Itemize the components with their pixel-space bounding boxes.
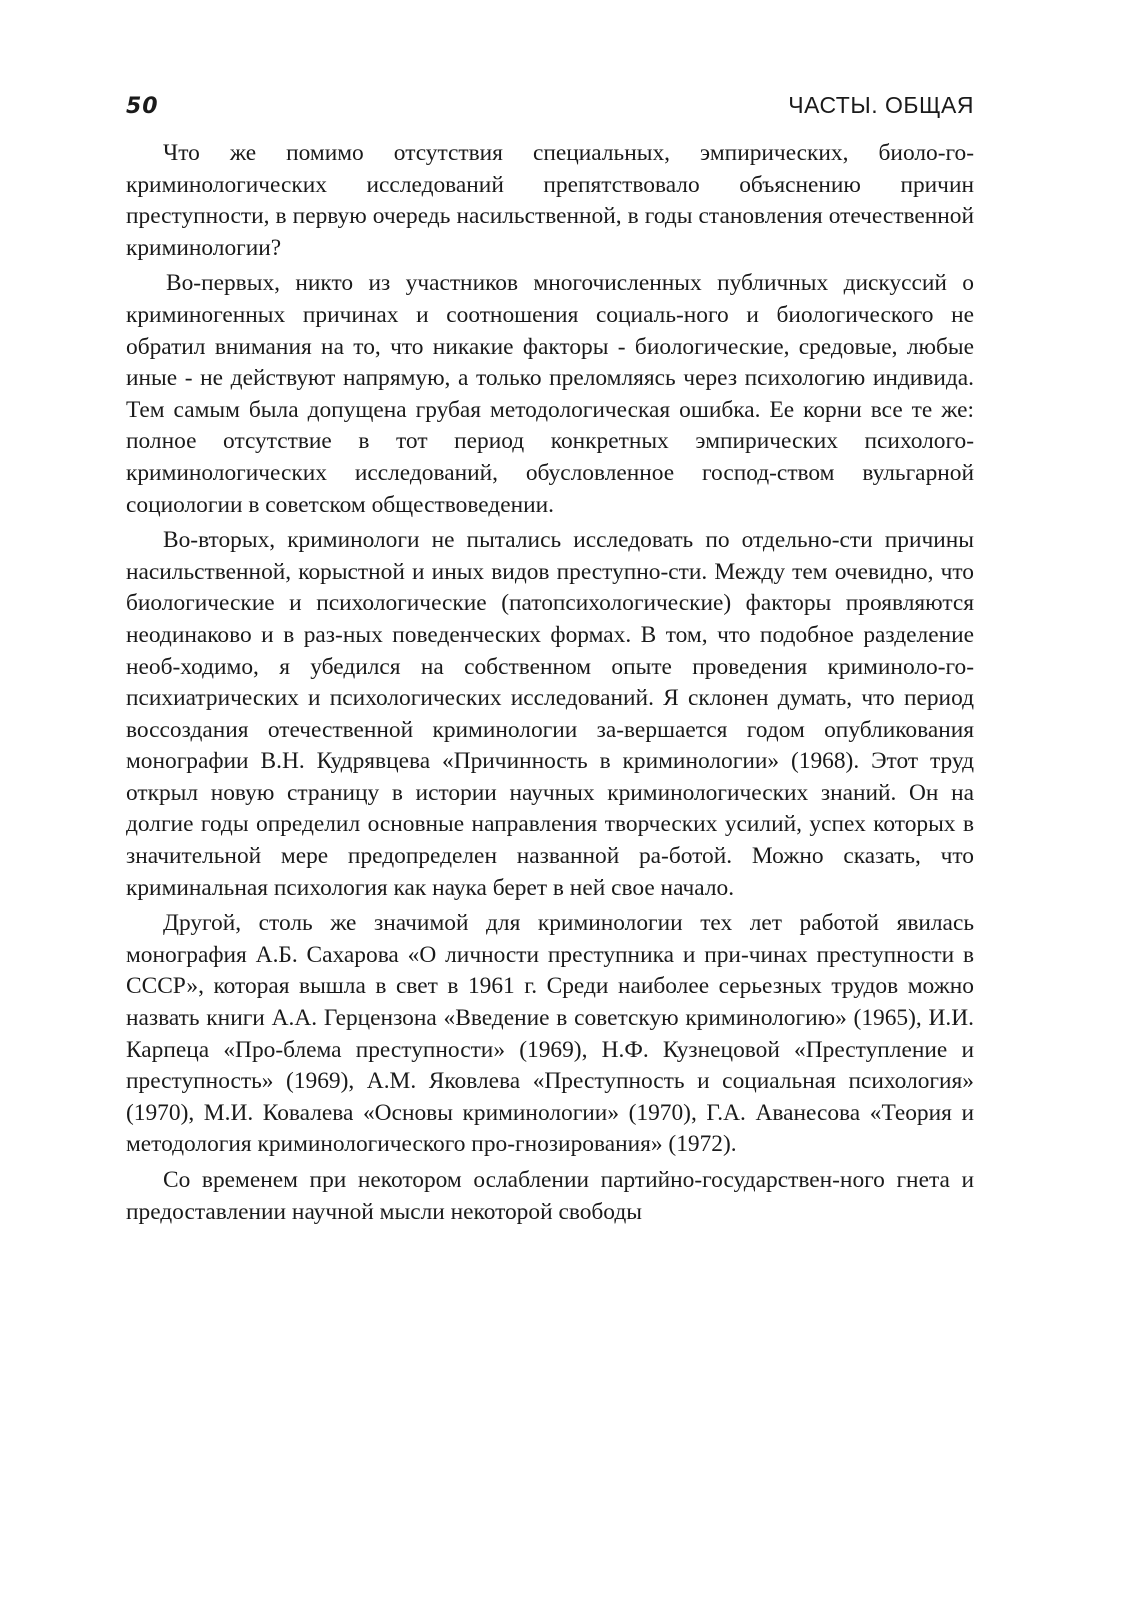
paragraph: Другой, столь же значимой для криминологии тех лет работой явилась монография А.Б. Сахарова «О личности преступника и при-чинах преступности в СССР», которая вышла в свет в 1961 г. Среди наиболее серьезных трудов можно назвать книги А.А. Герцензона «Введение в советскую криминологию» (1965), И.И. Карпеца «Про-блема преступности» (1969), Н.Ф. Кузнецовой «Преступление и преступность» (1969), А.М. Яковлева «Преступность и социальная психология» (1970), М.И. Ковалева «Основы криминологии» (1970), Г.А. Аванесова «Теория и методология криминологического про-гнозирования» (1972).: [126, 910, 974, 1158]
body-text: [126, 138, 974, 1228]
chapter-title: ЧАСТЫ. ОБЩАЯ: [788, 92, 974, 118]
running-head: [126, 92, 974, 134]
paragraph: Во-первых, никто из участников многочисленных публичных дискуссий о криминогенных причинах и соотношения социаль-ного и биологического не обратил внимания на то, что никакие факторы - биологические, средовые, любые иные - не действуют напрямую, а только преломляясь через психологию индивида. Тем самым была допущена грубая методологическая ошибка. Ее корни все те же: полное отсутствие в тот период конкретных эмпирических психолого-криминологических исследований, обусловленное господ-ством вульгарной социологии в советском обществоведении.: [126, 270, 974, 518]
book-page: [126, 92, 974, 1232]
paragraph: Со временем при некотором ослаблении партийно-государствен-ного гнета и предоставлении научной мысли некоторой свободы: [126, 1167, 974, 1225]
page-number: 50: [126, 94, 159, 119]
paragraph: Что же помимо отсутствия специальных, эмпирических, биоло-го-криминологических исследований препятствовало объяснению причин преступности, в первую очередь насильственной, в годы становления отечественной криминологии?: [126, 140, 974, 261]
paragraph: Во-вторых, криминологи не пытались исследовать по отдельно-сти причины насильственной, корыстной и иных видов преступно-сти. Между тем очевидно, что биологические и психологические (патопсихологические) факторы проявляются неодинаково и в раз-ных поведенческих формах. В том, что подобное разделение необ-ходимо, я убедился на собственном опыте проведения криминоло-го-психиатрических и психологических исследований. Я склонен думать, что период воссоздания отечественной криминологии за-вершается годом опубликования монографии В.Н. Кудрявцева «Причинность в криминологии» (1968). Этот труд открыл новую страницу в истории научных криминологических знаний. Он на долгие годы определил основные направления творческих усилий, успех которых в значительной мере предопределен названной ра-ботой. Можно сказать, что криминальная психология как наука берет в ней свое начало.: [126, 527, 974, 901]
